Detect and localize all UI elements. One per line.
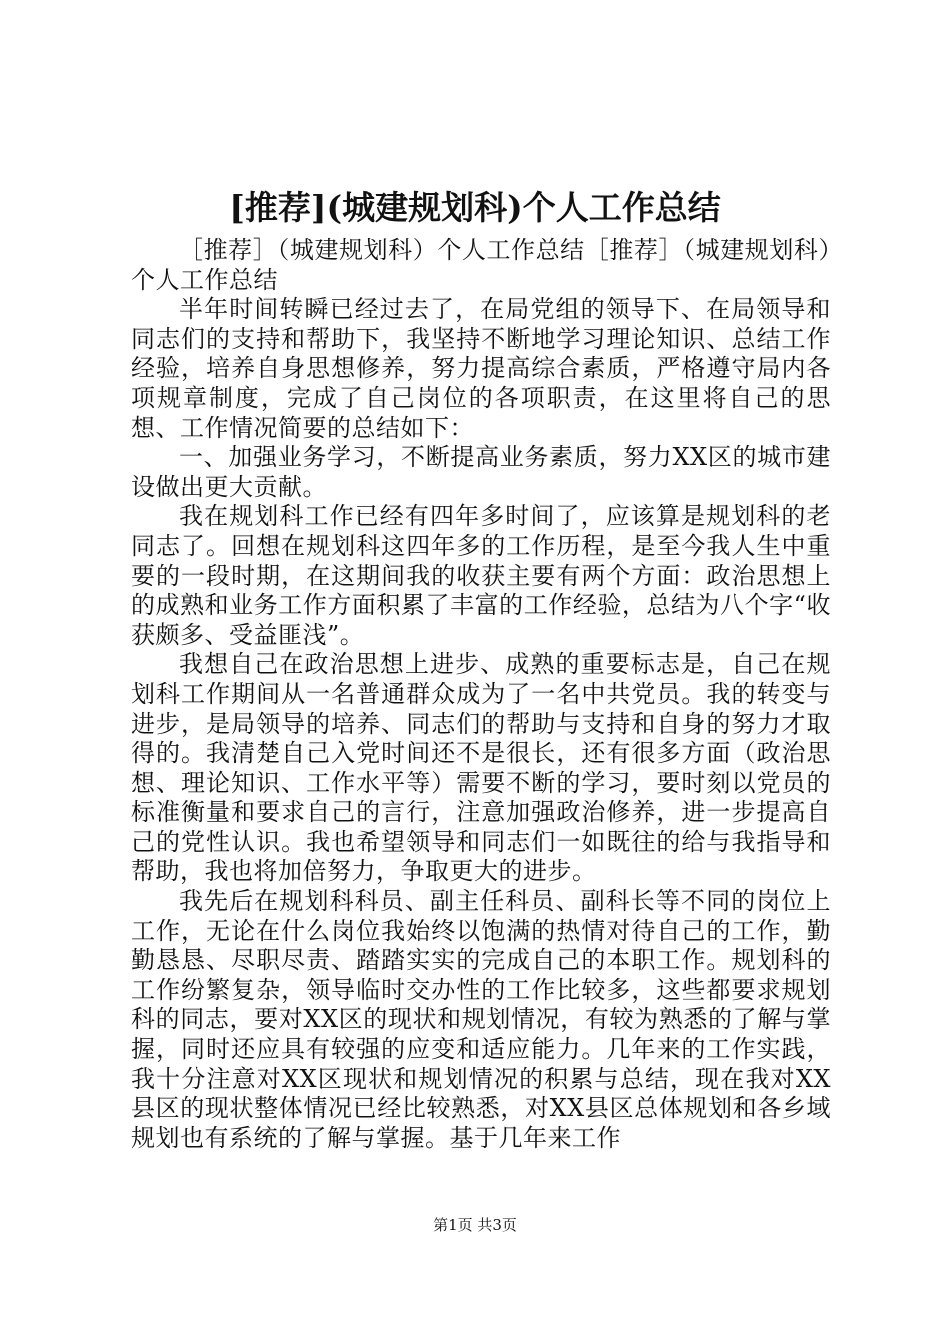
paragraph-intro: 半年时间转瞬已经过去了，在局党组的领导下、在局领导和同志们的支持和帮助下，我坚持不断地学习理论知识、总结工作经验，培养自身思想修养，努力提高综合素质，严格遵守局内各项规章制度，完成了自己岗位的各项职责，在这里将自己的思想、工作情况简要的总结如下：	[131, 295, 831, 442]
page-number-footer: 第1页 共3页	[433, 1216, 517, 1234]
paragraph-section-one-heading: 一、加强业务学习，不断提高业务素质，努力XX区的城市建设做出更大贡献。	[131, 443, 831, 501]
document-body	[131, 236, 831, 1153]
paragraph-positions: 我先后在规划科科员、副主任科员、副科长等不同的岗位上工作，无论在什么岗位我始终以饱满的热情对待自己的工作，勤勤恳恳、尽职尽责、踏踏实实的完成自己的本职工作。规划科的工作纷繁复杂，领导临时交办性的工作比较多，这些都要求规划科的同志，要对XX区的现状和规划情况，有较为熟悉的了解与掌握，同时还应具有较强的应变和适应能力。几年来的工作实践，我十分注意对XX区现状和规划情况的积累与总结，现在我对XX县区的现状整体情况已经比较熟悉，对XX县区总体规划和各乡域规划也有系统的了解与掌握。基于几年来工作	[131, 887, 831, 1152]
document-title: [推荐](城建规划科)个人工作总结	[229, 188, 721, 227]
paragraph-work-experience: 我在规划科工作已经有四年多时间了，应该算是规划科的老同志了。回想在规划科这四年多的工作历程，是至今我人生中重要的一段时期，在这期间我的收获主要有两个方面：政治思想上的成熟和业务工作方面积累了丰富的工作经验，总结为八个字“收获颇多、受益匪浅”。	[131, 502, 831, 649]
paragraph-heading-repeat: ［推荐］（城建规划科）个人工作总结［推荐］（城建规划科）个人工作总结	[131, 236, 831, 294]
paragraph-political-growth: 我想自己在政治思想上进步、成熟的重要标志是，自己在规划科工作期间从一名普通群众成为了一名中共党员。我的转变与进步，是局领导的培养、同志们的帮助与支持和自身的努力才取得的。我清楚自己入党时间还不是很长，还有很多方面（政治思想、理论知识、工作水平等）需要不断的学习，要时刻以党员的标准衡量和要求自己的言行，注意加强政治修养，进一步提高自己的党性认识。我也希望领导和同志们一如既往的给与我指导和帮助，我也将加倍努力，争取更大的进步。	[131, 650, 831, 886]
